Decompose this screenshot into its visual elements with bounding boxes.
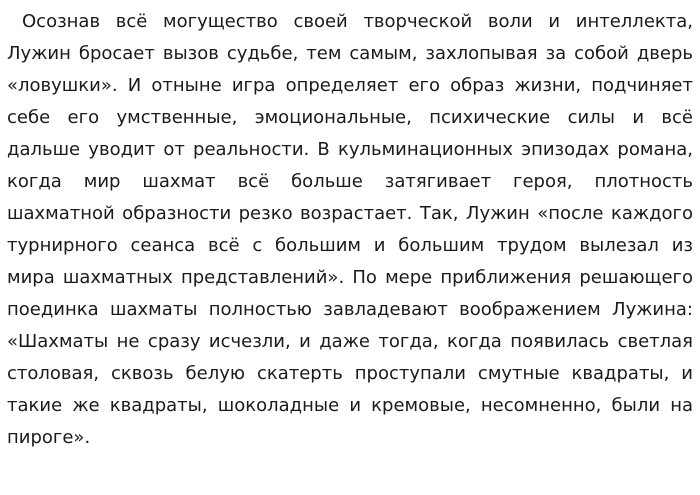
body-paragraph xyxy=(7,6,693,454)
paragraph-line: когда мир шахмат всё больше затягивает героя, плотность xyxy=(7,171,693,192)
paragraph-line: поединка шахматы полностью завладевают воображением Лужина: xyxy=(7,299,693,320)
paragraph-line: такие же квадраты, шоколадные и кремовые, несомненно, были на xyxy=(7,395,693,416)
paragraph-line: «ловушки». И отныне игра определяет его образ жизни, подчиняет xyxy=(7,75,693,96)
paragraph-line: Лужин бросает вызов судьбе, тем самым, захлопывая за собой дверь xyxy=(7,43,693,64)
paragraph-line: столовая, сквозь белую скатерть проступали смутные квадраты, и xyxy=(7,363,693,384)
paragraph-line: «Шахматы не сразу исчезли, и даже тогда, когда появилась светлая xyxy=(7,331,693,352)
paragraph-line: турнирного сеанса всё с большим и большим трудом вылезал из xyxy=(7,235,693,256)
paragraph-line: мира шахматных представлений». По мере приближения решающего xyxy=(7,267,693,288)
paragraph-line: шахматной образности резко возрастает. Так, Лужин «после каждого xyxy=(7,203,693,224)
paragraph-line: себе его умственные, эмоциональные, психические силы и всё xyxy=(7,107,693,128)
paragraph-line: пироге». xyxy=(7,427,91,448)
paragraph-line: Осознав всё могущество своей творческой воли и интеллекта, xyxy=(22,11,693,32)
paragraph-line: дальше уводит от реальности. В кульминационных эпизодах романа, xyxy=(7,139,693,160)
